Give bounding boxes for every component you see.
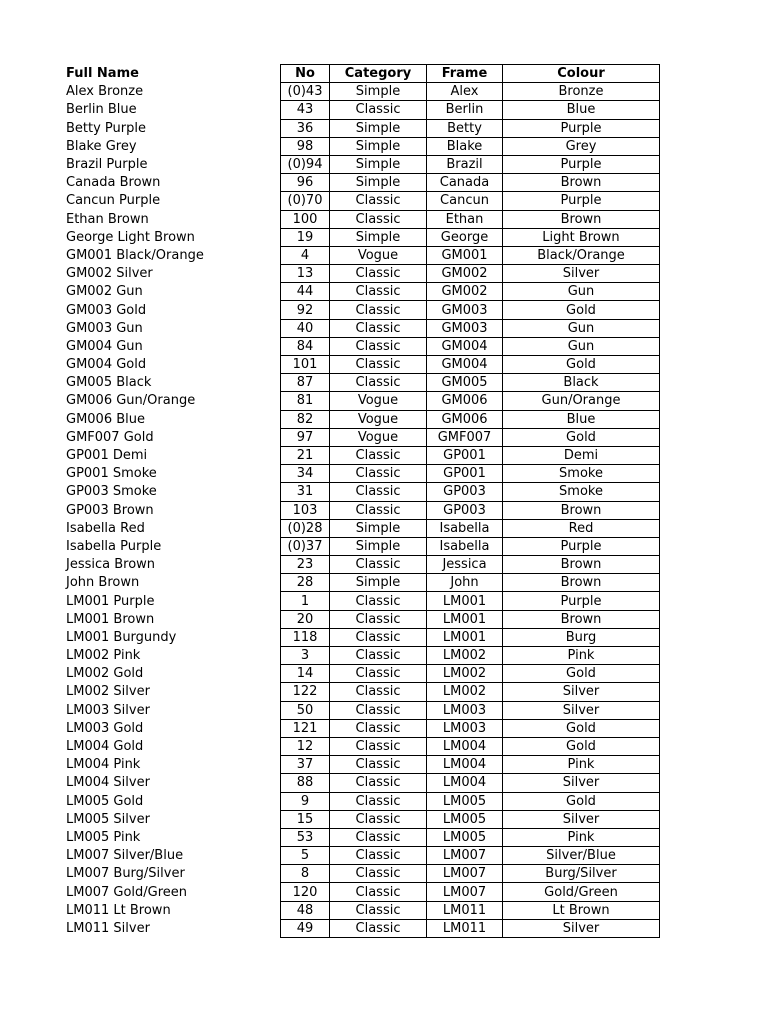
table-row	[62, 101, 660, 119]
cell-category: Classic	[330, 756, 427, 774]
cell-category: Simple	[330, 574, 427, 592]
cell-colour: Gold	[503, 719, 660, 737]
cell-colour: Purple	[503, 192, 660, 210]
cell-colour: Purple	[503, 537, 660, 555]
cell-frame: GP003	[427, 501, 503, 519]
cell-full-name: GM003 Gun	[66, 320, 143, 336]
cell-full-name: John Brown	[66, 575, 140, 591]
table-row	[62, 737, 660, 755]
cell-full-name: LM007 Burg/Silver	[66, 866, 185, 882]
cell-frame: LM001	[427, 610, 503, 628]
cell-no: 48	[281, 901, 330, 919]
cell-category: Simple	[330, 155, 427, 173]
cell-no: 34	[281, 465, 330, 483]
cell-frame: Betty	[427, 119, 503, 137]
cell-category: Vogue	[330, 410, 427, 428]
cell-full-name: GM006 Blue	[66, 411, 146, 427]
cell-frame: John	[427, 574, 503, 592]
cell-category: Simple	[330, 83, 427, 101]
table-row	[62, 774, 660, 792]
cell-category: Classic	[330, 465, 427, 483]
cell-frame: GP001	[427, 465, 503, 483]
cell-no: 5	[281, 847, 330, 865]
cell-no: 121	[281, 719, 330, 737]
cell-colour: Brown	[503, 610, 660, 628]
cell-frame: GM002	[427, 283, 503, 301]
cell-no: 88	[281, 774, 330, 792]
cell-colour: Gold	[503, 665, 660, 683]
table-row	[62, 301, 660, 319]
cell-category: Vogue	[330, 392, 427, 410]
table-row	[62, 828, 660, 846]
cell-no: (0)94	[281, 155, 330, 173]
cell-full-name: LM002 Silver	[66, 684, 150, 700]
cell-frame: GMF007	[427, 428, 503, 446]
cell-no: (0)37	[281, 537, 330, 555]
cell-no: 43	[281, 101, 330, 119]
cell-frame: GM002	[427, 265, 503, 283]
cell-frame: LM002	[427, 683, 503, 701]
frames-table	[62, 64, 660, 938]
cell-colour: Purple	[503, 155, 660, 173]
cell-colour: Gun	[503, 319, 660, 337]
cell-full-name: Blake Grey	[66, 138, 137, 154]
cell-no: 82	[281, 410, 330, 428]
cell-colour: Gun	[503, 337, 660, 355]
table-row	[62, 574, 660, 592]
cell-no: 12	[281, 737, 330, 755]
cell-colour: Pink	[503, 828, 660, 846]
cell-colour: Pink	[503, 756, 660, 774]
cell-category: Classic	[330, 847, 427, 865]
cell-full-name: GM002 Silver	[66, 266, 153, 282]
table-row	[62, 428, 660, 446]
cell-no: 120	[281, 883, 330, 901]
cell-category: Classic	[330, 210, 427, 228]
table-row	[62, 83, 660, 101]
cell-colour: Blue	[503, 101, 660, 119]
table-body	[62, 83, 660, 938]
table-row	[62, 174, 660, 192]
cell-colour: Silver	[503, 265, 660, 283]
cell-full-name: LM011 Silver	[66, 920, 150, 936]
cell-category: Classic	[330, 501, 427, 519]
table-row	[62, 847, 660, 865]
cell-frame: GP001	[427, 446, 503, 464]
cell-colour: Gold	[503, 356, 660, 374]
cell-frame: LM011	[427, 919, 503, 937]
cell-full-name: LM001 Brown	[66, 611, 155, 627]
cell-frame: GM001	[427, 246, 503, 264]
cell-full-name: Alex Bronze	[66, 84, 144, 100]
cell-category: Vogue	[330, 246, 427, 264]
cell-category: Classic	[330, 556, 427, 574]
cell-no: 23	[281, 556, 330, 574]
cell-colour: Black/Orange	[503, 246, 660, 264]
cell-category: Simple	[330, 519, 427, 537]
header-row	[62, 65, 660, 83]
cell-full-name: LM004 Pink	[66, 757, 141, 773]
cell-frame: GP003	[427, 483, 503, 501]
table-row	[62, 792, 660, 810]
table-row	[62, 446, 660, 464]
cell-no: 44	[281, 283, 330, 301]
table-row	[62, 647, 660, 665]
cell-frame: LM003	[427, 701, 503, 719]
cell-no: 118	[281, 628, 330, 646]
cell-colour: Burg/Silver	[503, 865, 660, 883]
cell-colour: Burg	[503, 628, 660, 646]
table-row	[62, 628, 660, 646]
table-row	[62, 392, 660, 410]
cell-frame: LM007	[427, 847, 503, 865]
table-row	[62, 483, 660, 501]
cell-category: Simple	[330, 537, 427, 555]
cell-no: 31	[281, 483, 330, 501]
cell-colour: Gold	[503, 428, 660, 446]
cell-frame: LM011	[427, 901, 503, 919]
cell-frame: LM004	[427, 737, 503, 755]
cell-no: 4	[281, 246, 330, 264]
cell-full-name: GMF007 Gold	[66, 429, 154, 445]
header-colour: Colour	[503, 65, 660, 83]
cell-no: 14	[281, 665, 330, 683]
cell-category: Classic	[330, 319, 427, 337]
cell-full-name: GP001 Smoke	[66, 466, 157, 482]
cell-frame: LM005	[427, 828, 503, 846]
table-row	[62, 610, 660, 628]
table-row	[62, 519, 660, 537]
cell-full-name: LM003 Gold	[66, 720, 144, 736]
cell-full-name: GM002 Gun	[66, 284, 143, 300]
table-row	[62, 119, 660, 137]
cell-colour: Brown	[503, 574, 660, 592]
table-row	[62, 592, 660, 610]
cell-frame: GM004	[427, 337, 503, 355]
cell-no: 20	[281, 610, 330, 628]
table-row	[62, 537, 660, 555]
cell-category: Classic	[330, 701, 427, 719]
cell-full-name: GP001 Demi	[66, 448, 148, 464]
cell-full-name: LM002 Gold	[66, 666, 144, 682]
cell-category: Classic	[330, 592, 427, 610]
table-row	[62, 246, 660, 264]
cell-colour: Gold	[503, 737, 660, 755]
cell-colour: Purple	[503, 119, 660, 137]
cell-full-name: GM005 Black	[66, 375, 152, 391]
cell-no: 53	[281, 828, 330, 846]
cell-category: Classic	[330, 374, 427, 392]
cell-category: Classic	[330, 883, 427, 901]
cell-full-name: Jessica Brown	[66, 557, 156, 573]
cell-frame: LM003	[427, 719, 503, 737]
header-category: Category	[330, 65, 427, 83]
cell-colour: Purple	[503, 592, 660, 610]
table-row	[62, 465, 660, 483]
cell-frame: LM001	[427, 628, 503, 646]
cell-frame: LM007	[427, 883, 503, 901]
cell-category: Classic	[330, 828, 427, 846]
cell-category: Simple	[330, 119, 427, 137]
table-row	[62, 410, 660, 428]
cell-no: 1	[281, 592, 330, 610]
cell-full-name: LM001 Purple	[66, 593, 155, 609]
header-full-name: Full Name	[66, 66, 139, 82]
cell-category: Classic	[330, 919, 427, 937]
cell-frame: Cancun	[427, 192, 503, 210]
cell-full-name: LM004 Gold	[66, 739, 144, 755]
cell-category: Classic	[330, 337, 427, 355]
cell-colour: Gold	[503, 792, 660, 810]
table-row	[62, 556, 660, 574]
cell-frame: Canada	[427, 174, 503, 192]
cell-no: 8	[281, 865, 330, 883]
table-row	[62, 283, 660, 301]
cell-colour: Silver/Blue	[503, 847, 660, 865]
cell-colour: Silver	[503, 701, 660, 719]
cell-category: Classic	[330, 683, 427, 701]
cell-colour: Gold/Green	[503, 883, 660, 901]
cell-category: Classic	[330, 483, 427, 501]
table-row	[62, 265, 660, 283]
cell-full-name: GP003 Smoke	[66, 484, 157, 500]
cell-frame: LM004	[427, 774, 503, 792]
table-row	[62, 192, 660, 210]
table-row	[62, 337, 660, 355]
cell-colour: Light Brown	[503, 228, 660, 246]
cell-frame: Isabella	[427, 537, 503, 555]
cell-no: 40	[281, 319, 330, 337]
cell-colour: Bronze	[503, 83, 660, 101]
cell-category: Classic	[330, 719, 427, 737]
header-no: No	[281, 65, 330, 83]
cell-frame: Ethan	[427, 210, 503, 228]
spreadsheet-page	[62, 64, 660, 938]
cell-category: Classic	[330, 101, 427, 119]
cell-colour: Brown	[503, 556, 660, 574]
cell-no: 87	[281, 374, 330, 392]
cell-colour: Brown	[503, 501, 660, 519]
cell-no: 101	[281, 356, 330, 374]
table-row	[62, 901, 660, 919]
cell-full-name: Betty Purple	[66, 120, 146, 136]
cell-colour: Lt Brown	[503, 901, 660, 919]
cell-colour: Brown	[503, 174, 660, 192]
cell-no: 103	[281, 501, 330, 519]
cell-frame: GM006	[427, 410, 503, 428]
table-row	[62, 756, 660, 774]
cell-frame: Isabella	[427, 519, 503, 537]
cell-colour: Red	[503, 519, 660, 537]
cell-frame: Alex	[427, 83, 503, 101]
cell-category: Classic	[330, 610, 427, 628]
table-row	[62, 865, 660, 883]
cell-colour: Gold	[503, 301, 660, 319]
cell-category: Simple	[330, 228, 427, 246]
cell-frame: LM004	[427, 756, 503, 774]
cell-frame: GM005	[427, 374, 503, 392]
cell-colour: Gun/Orange	[503, 392, 660, 410]
table-row	[62, 919, 660, 937]
cell-no: 50	[281, 701, 330, 719]
cell-category: Classic	[330, 792, 427, 810]
table-row	[62, 319, 660, 337]
cell-colour: Black	[503, 374, 660, 392]
cell-full-name: LM001 Burgundy	[66, 629, 177, 645]
table-row	[62, 501, 660, 519]
cell-category: Simple	[330, 137, 427, 155]
cell-category: Classic	[330, 665, 427, 683]
cell-no: 81	[281, 392, 330, 410]
cell-no: 37	[281, 756, 330, 774]
cell-full-name: GM001 Black/Orange	[66, 247, 204, 263]
cell-full-name: LM005 Gold	[66, 793, 144, 809]
cell-colour: Silver	[503, 683, 660, 701]
cell-no: 49	[281, 919, 330, 937]
cell-frame: LM001	[427, 592, 503, 610]
cell-frame: GM003	[427, 319, 503, 337]
cell-full-name: LM011 Lt Brown	[66, 902, 171, 918]
cell-full-name: LM003 Silver	[66, 702, 150, 718]
cell-category: Classic	[330, 265, 427, 283]
table-row	[62, 883, 660, 901]
table-row	[62, 137, 660, 155]
cell-no: 9	[281, 792, 330, 810]
cell-no: 96	[281, 174, 330, 192]
cell-category: Classic	[330, 301, 427, 319]
table-row	[62, 810, 660, 828]
cell-colour: Pink	[503, 647, 660, 665]
cell-full-name: Berlin Blue	[66, 102, 137, 118]
cell-full-name: LM004 Silver	[66, 775, 150, 791]
cell-no: 97	[281, 428, 330, 446]
table-row	[62, 374, 660, 392]
table-row	[62, 719, 660, 737]
cell-full-name: GM006 Gun/Orange	[66, 393, 196, 409]
cell-no: 3	[281, 647, 330, 665]
cell-category: Classic	[330, 356, 427, 374]
cell-frame: Blake	[427, 137, 503, 155]
cell-full-name: LM005 Pink	[66, 829, 141, 845]
cell-full-name: LM007 Silver/Blue	[66, 848, 184, 864]
cell-full-name: GP003 Brown	[66, 502, 154, 518]
cell-full-name: George Light Brown	[66, 229, 195, 245]
header-frame: Frame	[427, 65, 503, 83]
cell-full-name: LM005 Silver	[66, 811, 150, 827]
cell-colour: Grey	[503, 137, 660, 155]
cell-colour: Smoke	[503, 465, 660, 483]
cell-colour: Silver	[503, 774, 660, 792]
cell-frame: LM005	[427, 810, 503, 828]
cell-full-name: LM007 Gold/Green	[66, 884, 188, 900]
cell-colour: Demi	[503, 446, 660, 464]
table-row	[62, 210, 660, 228]
cell-full-name: GM003 Gold	[66, 302, 147, 318]
cell-frame: LM002	[427, 665, 503, 683]
cell-frame: Brazil	[427, 155, 503, 173]
cell-full-name: Ethan Brown	[66, 211, 149, 227]
cell-full-name: Isabella Red	[66, 520, 145, 536]
cell-full-name: GM004 Gun	[66, 338, 143, 354]
table-row	[62, 228, 660, 246]
cell-category: Classic	[330, 647, 427, 665]
cell-full-name: Canada Brown	[66, 175, 161, 191]
cell-no: 19	[281, 228, 330, 246]
table-row	[62, 356, 660, 374]
cell-no: 21	[281, 446, 330, 464]
cell-frame: GM003	[427, 301, 503, 319]
table-row	[62, 683, 660, 701]
cell-colour: Silver	[503, 810, 660, 828]
cell-category: Vogue	[330, 428, 427, 446]
cell-frame: GM004	[427, 356, 503, 374]
cell-no: 98	[281, 137, 330, 155]
cell-no: (0)70	[281, 192, 330, 210]
cell-category: Simple	[330, 174, 427, 192]
cell-no: 84	[281, 337, 330, 355]
cell-category: Classic	[330, 192, 427, 210]
cell-full-name: LM002 Pink	[66, 648, 141, 664]
cell-no: (0)43	[281, 83, 330, 101]
table-row	[62, 665, 660, 683]
cell-category: Classic	[330, 737, 427, 755]
cell-category: Classic	[330, 283, 427, 301]
cell-full-name: Brazil Purple	[66, 157, 148, 173]
cell-frame: GM006	[427, 392, 503, 410]
cell-no: 15	[281, 810, 330, 828]
cell-colour: Smoke	[503, 483, 660, 501]
cell-frame: George	[427, 228, 503, 246]
table-row	[62, 701, 660, 719]
cell-category: Classic	[330, 628, 427, 646]
cell-colour: Gun	[503, 283, 660, 301]
cell-frame: LM007	[427, 865, 503, 883]
cell-no: 92	[281, 301, 330, 319]
cell-no: 122	[281, 683, 330, 701]
cell-full-name: Cancun Purple	[66, 193, 161, 209]
cell-category: Classic	[330, 810, 427, 828]
cell-category: Classic	[330, 774, 427, 792]
cell-frame: Jessica	[427, 556, 503, 574]
cell-colour: Silver	[503, 919, 660, 937]
cell-no: 100	[281, 210, 330, 228]
cell-full-name: GM004 Gold	[66, 357, 147, 373]
cell-full-name: Isabella Purple	[66, 538, 162, 554]
cell-no: 13	[281, 265, 330, 283]
cell-no: 28	[281, 574, 330, 592]
cell-frame: Berlin	[427, 101, 503, 119]
cell-category: Classic	[330, 865, 427, 883]
cell-colour: Blue	[503, 410, 660, 428]
cell-category: Classic	[330, 901, 427, 919]
cell-frame: LM005	[427, 792, 503, 810]
cell-no: (0)28	[281, 519, 330, 537]
cell-frame: LM002	[427, 647, 503, 665]
cell-colour: Brown	[503, 210, 660, 228]
table-row	[62, 155, 660, 173]
cell-category: Classic	[330, 446, 427, 464]
cell-no: 36	[281, 119, 330, 137]
